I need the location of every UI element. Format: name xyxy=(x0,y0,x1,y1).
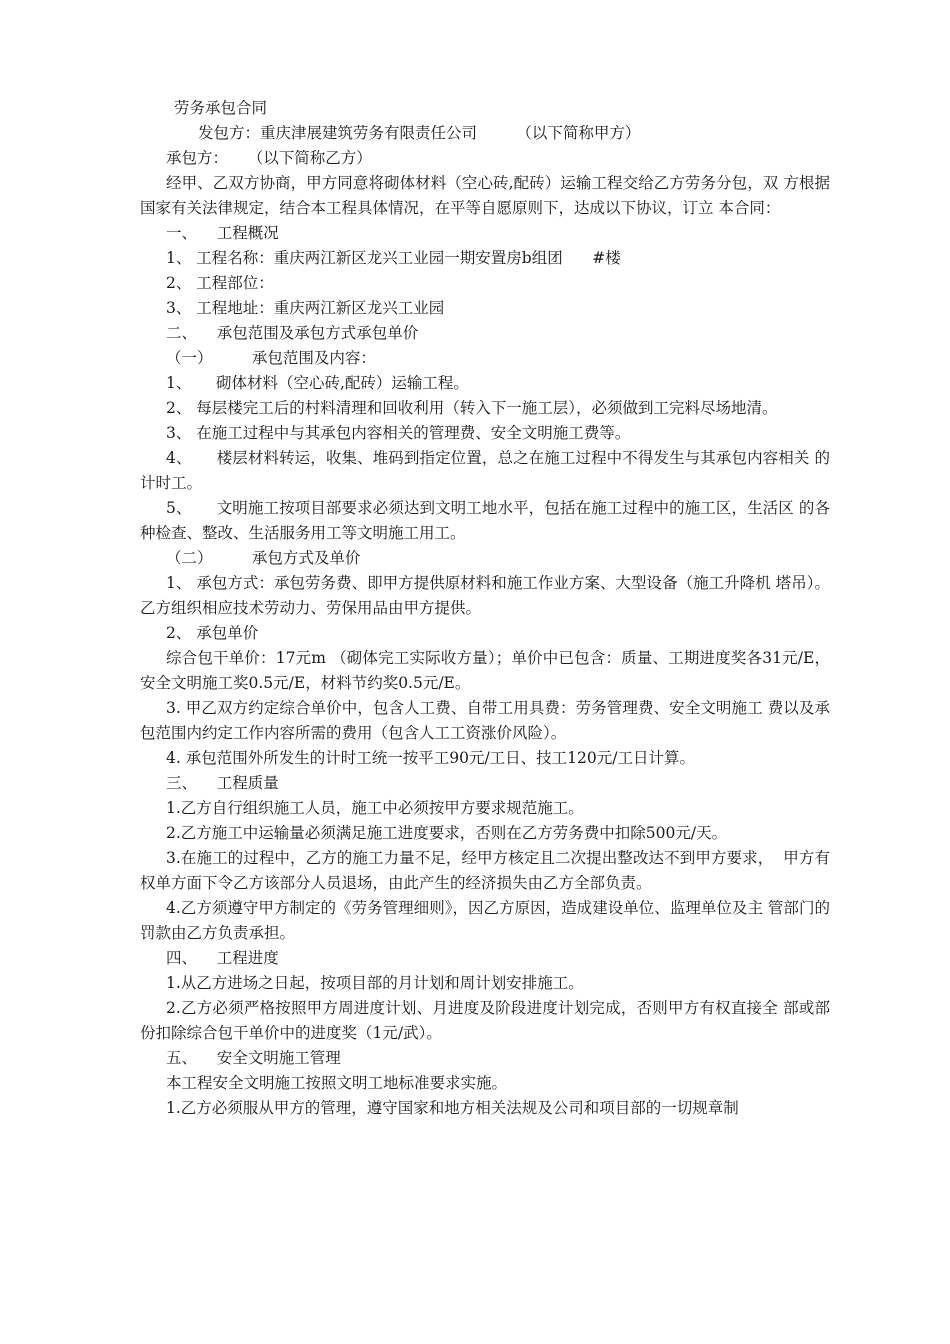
clause: 2、 承包单价 xyxy=(166,624,259,642)
clause: 1、 砌体材料（空心砖,配砖）运输工程。 xyxy=(166,374,469,392)
clause: 1.从乙方进场之日起，按项目部的月计划和周计划安排施工。 xyxy=(166,974,584,992)
clause: 2、 工程部位： xyxy=(166,274,274,292)
clause: 5、 文明施工按项目部要求必须达到文明工地水平，包括在施工过程中的施工区，生活区 的各种检查、整改、生活服务用工等文明施工用工。 xyxy=(140,499,830,542)
clause: 2、 每层楼完工后的村料清理和回收利用（转入下一施工层），必须做到工完料尽场地清。 xyxy=(166,399,778,417)
section-heading: 五、 安全文明施工管理 xyxy=(166,1049,341,1067)
clause: 2.乙方必须严格按照甲方周进度计划、月进度及阶段进度计划完成，否则甲方有权直接全 部或部份扣除综合包干单价中的进度奖（1元/武）。 xyxy=(140,999,830,1042)
receiver-line: 承包方： （以下简称乙方） xyxy=(166,149,372,167)
section-heading: 二、 承包范围及承包方式承包单价 xyxy=(166,324,419,342)
clause: 1.乙方必须服从甲方的管理，遵守国家和地方相关法规及公司和项目部的一切规章制 xyxy=(166,1099,739,1117)
section-heading: 四、 工程进度 xyxy=(166,949,279,967)
subsection-heading: （二） 承包方式及单价 xyxy=(166,549,361,567)
clause: 1、 工程名称：重庆两江新区龙兴工业园一期安置房b组团 #楼 xyxy=(166,249,621,267)
subsection-heading: （一） 承包范围及内容： xyxy=(166,349,376,367)
clause: 1、 承包方式：承包劳务费、即甲方提供原材料和施工作业方案、大型设备（施工升降机 塔吊）。乙方组织相应技术劳动力、劳保用品由甲方提供。 xyxy=(140,574,830,617)
clause: 4.乙方须遵守甲方制定的《劳务管理细则》，因乙方原因，造成建设单位、监理单位及主 管部门的罚款由乙方负责承担。 xyxy=(140,899,830,942)
section-heading: 三、 工程质量 xyxy=(166,774,279,792)
clause: 3、 在施工过程中与其承包内容相关的管理费、安全文明施工费等。 xyxy=(166,424,631,442)
document-body xyxy=(140,96,830,1121)
contract-title: 劳务承包合同 xyxy=(174,99,268,117)
clause: 3、 工程地址：重庆两江新区龙兴工业园 xyxy=(166,299,445,317)
sender-line: 发包方：重庆津展建筑劳务有限责任公司 （以下简称甲方） xyxy=(198,124,641,142)
section-heading: 一、 工程概况 xyxy=(166,224,279,242)
clause: 3.在施工的过程中，乙方的施工力量不足，经甲方核定且二次提出整改达不到甲方要求， 甲方有权单方面下令乙方该部分人员退场，由此产生的经济损失由乙方全部负责。 xyxy=(140,849,830,892)
clause: 4、 楼层材料转运，收集、堆码到指定位置，总之在施工过程中不得发生与其承包内容相关 的计时工。 xyxy=(140,449,830,492)
clause: 1.乙方自行组织施工人员，施工中必须按甲方要求规范施工。 xyxy=(166,799,584,817)
clause: 3. 甲乙双方约定综合单价中，包含人工费、自带工用具费：劳务管理费、安全文明施工 费以及承包范围内约定工作内容所需的费用（包含人工工资涨价风险）。 xyxy=(140,699,830,742)
intro-paragraph: 经甲、乙双方协商，甲方同意将砌体材料（空心砖,配砖）运输工程交给乙方劳务分包，双 方根据国家有关法律规定，结合本工程具体情况，在平等自愿原则下，达成以下协议，订立 本合同： xyxy=(140,174,830,217)
clause: 4. 承包范围外所发生的计时工统一按平工90元/工日、技工120元/工日计算。 xyxy=(166,749,695,767)
clause: 本工程安全文明施工按照文明工地标准要求实施。 xyxy=(166,1074,508,1092)
clause: 综合包干单价：17元m （砌体完工实际收方量）；单价中已包含：质量、工期进度奖各31元/E，安全文明施工奖0.5元/E，材料节约奖0.5元/E。 xyxy=(140,649,830,692)
clause: 2.乙方施工中运输量必须满足施工进度要求，否则在乙方劳务费中扣除500元/天。 xyxy=(166,824,728,842)
